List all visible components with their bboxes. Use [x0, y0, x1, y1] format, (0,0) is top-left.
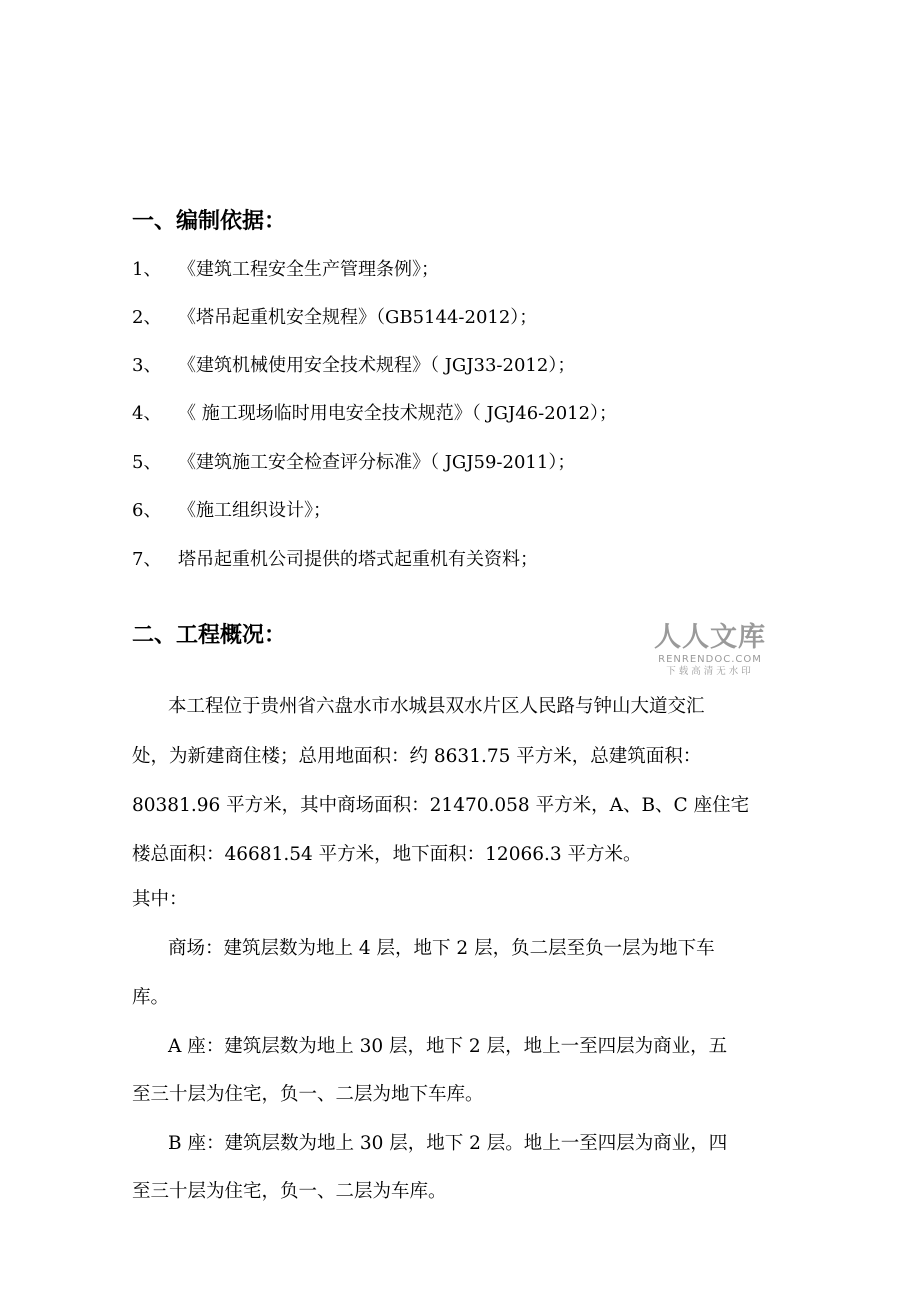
section-heading-overview: 二、工程概况： [132, 623, 287, 648]
watermark-title: 人人文库 [654, 622, 766, 653]
paragraph-line: 本工程位于贵州省六盘水市水城县双水片区人民路与钟山大道交汇 [168, 696, 705, 717]
list-item [132, 548, 538, 572]
list-item-number: 3、 [132, 355, 162, 376]
paragraph-line: 处，为新建商住楼；总用地面积：约 8631.75 平方米，总建筑面积： [132, 746, 702, 767]
list-item [132, 354, 575, 378]
list-item-text: 《 施工现场临时用电安全技术规范》（ JGJ46-2012）； [178, 403, 618, 424]
section-heading-basis: 一、编制依据： [132, 209, 287, 234]
paragraph-line: 商场：建筑层数为地上 4 层，地下 2 层，负二层至负一层为地下车 [168, 938, 715, 959]
list-item-text: 《塔吊起重机安全规程》（GB5144-2012）； [178, 307, 538, 328]
paragraph-line: 楼总面积：46681.54 平方米，地下面积：12066.3 平方米。 [132, 844, 642, 865]
list-item-number: 5、 [132, 452, 162, 473]
watermark-logo [646, 622, 774, 678]
list-item-text: 塔吊起重机公司提供的塔式起重机有关资料； [178, 549, 538, 570]
paragraph-line: B 座：建筑层数为地上 30 层，地下 2 层。地上一至四层为商业，四 [168, 1133, 728, 1154]
list-item-text: 《建筑施工安全检查评分标准》（ JGJ59-2011）； [178, 452, 576, 473]
paragraph-line: 其中： [132, 889, 188, 910]
watermark-domain: RENRENDOC.COM [658, 654, 762, 665]
paragraph-line: 库。 [132, 987, 170, 1008]
list-item-number: 1、 [132, 259, 162, 280]
list-item-number: 4、 [132, 403, 162, 424]
paragraph-line: 80381.96 平方米，其中商场面积：21470.058 平方米，A、B、C 座住宅 [132, 795, 750, 816]
list-item-number: 7、 [132, 549, 162, 570]
list-item-number: 6、 [132, 500, 162, 521]
list-item-number: 2、 [132, 307, 162, 328]
watermark-slogan: 下载高清无水印 [666, 666, 754, 677]
list-item-text: 《建筑机械使用安全技术规程》（ JGJ33-2012）； [178, 355, 576, 376]
list-item-text: 《施工组织设计》； [178, 500, 331, 521]
paragraph-line: 至三十层为住宅，负一、二层为车库。 [132, 1181, 447, 1202]
paragraph-line: 至三十层为住宅，负一、二层为地下车库。 [132, 1084, 484, 1105]
list-item [132, 499, 331, 523]
list-item [132, 402, 617, 426]
list-item [132, 306, 537, 330]
list-item [132, 258, 439, 282]
paragraph-line: A 座：建筑层数为地上 30 层，地下 2 层，地上一至四层为商业，五 [168, 1036, 728, 1057]
list-item [132, 451, 575, 475]
list-item-text: 《建筑工程安全生产管理条例》； [178, 259, 439, 280]
